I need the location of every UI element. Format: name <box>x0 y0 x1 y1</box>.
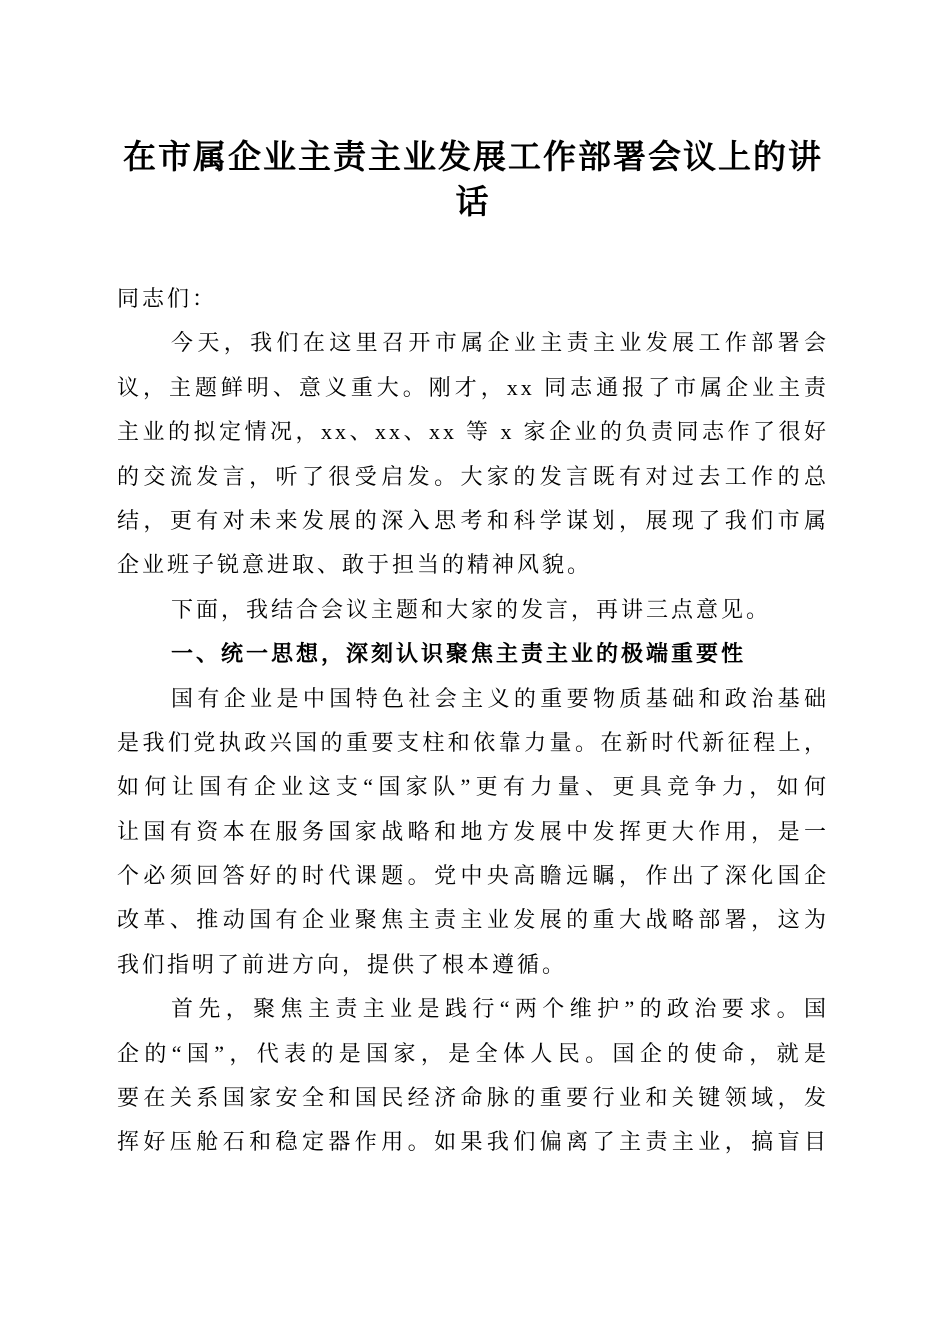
text-line: 企的“国”，代表的是国家，是全体人民。国企的使命，就是 <box>117 1040 829 1066</box>
text-line: 改革、推动国有企业聚焦主责主业发展的重大战略部署，这为 <box>117 907 829 933</box>
salutation-line: 同志们： <box>117 286 218 311</box>
text-line: 我们指明了前进方向，提供了根本遵循。 <box>117 951 568 977</box>
text-line: 首先，聚焦主责主业是践行“两个维护”的政治要求。国 <box>171 996 829 1022</box>
text-line: 的交流发言，听了很受启发。大家的发言既有对过去工作的总 <box>117 463 829 489</box>
text-line: 个必须回答好的时代课题。党中央高瞻远瞩，作出了深化国企 <box>117 863 829 889</box>
text-line: 主业的拟定情况，xx、xx、xx 等 x 家企业的负责同志作了很好 <box>117 419 829 445</box>
document-body <box>117 277 829 1165</box>
text-line: 今天，我们在这里召开市属企业主责主业发展工作部署会 <box>171 330 829 356</box>
text-line: 企业班子锐意进取、敢于担当的精神风貌。 <box>117 552 593 578</box>
text-line: 下面，我结合会议主题和大家的发言，再讲三点意见。 <box>171 596 772 622</box>
document-title-line-2: 话 <box>455 185 491 221</box>
text-line: 要在关系国家安全和国民经济命脉的重要行业和关键领域，发 <box>117 1085 829 1111</box>
document-title <box>117 136 829 226</box>
text-line: 议，主题鲜明、意义重大。刚才，xx 同志通报了市属企业主责 <box>117 374 829 400</box>
section-heading: 一、统一思想，深刻认识聚焦主责主业的极端重要性 <box>171 641 747 667</box>
text-line: 让国有资本在服务国家战略和地方发展中发挥更大作用，是一 <box>117 818 829 844</box>
text-line: 国有企业是中国特色社会主义的重要物质基础和政治基础 <box>171 685 829 711</box>
text-line: 如何让国有企业这支“国家队”更有力量、更具竞争力，如何 <box>117 774 829 800</box>
text-line: 是我们党执政兴国的重要支柱和依靠力量。在新时代新征程上， <box>117 729 829 755</box>
text-line: 挥好压舱石和稳定器作用。如果我们偏离了主责主业，搞盲目 <box>117 1129 829 1155</box>
text-line: 结，更有对未来发展的深入思考和科学谋划，展现了我们市属 <box>117 507 829 533</box>
document-title-line-1: 在市属企业主责主业发展工作部署会议上的讲 <box>123 140 823 176</box>
